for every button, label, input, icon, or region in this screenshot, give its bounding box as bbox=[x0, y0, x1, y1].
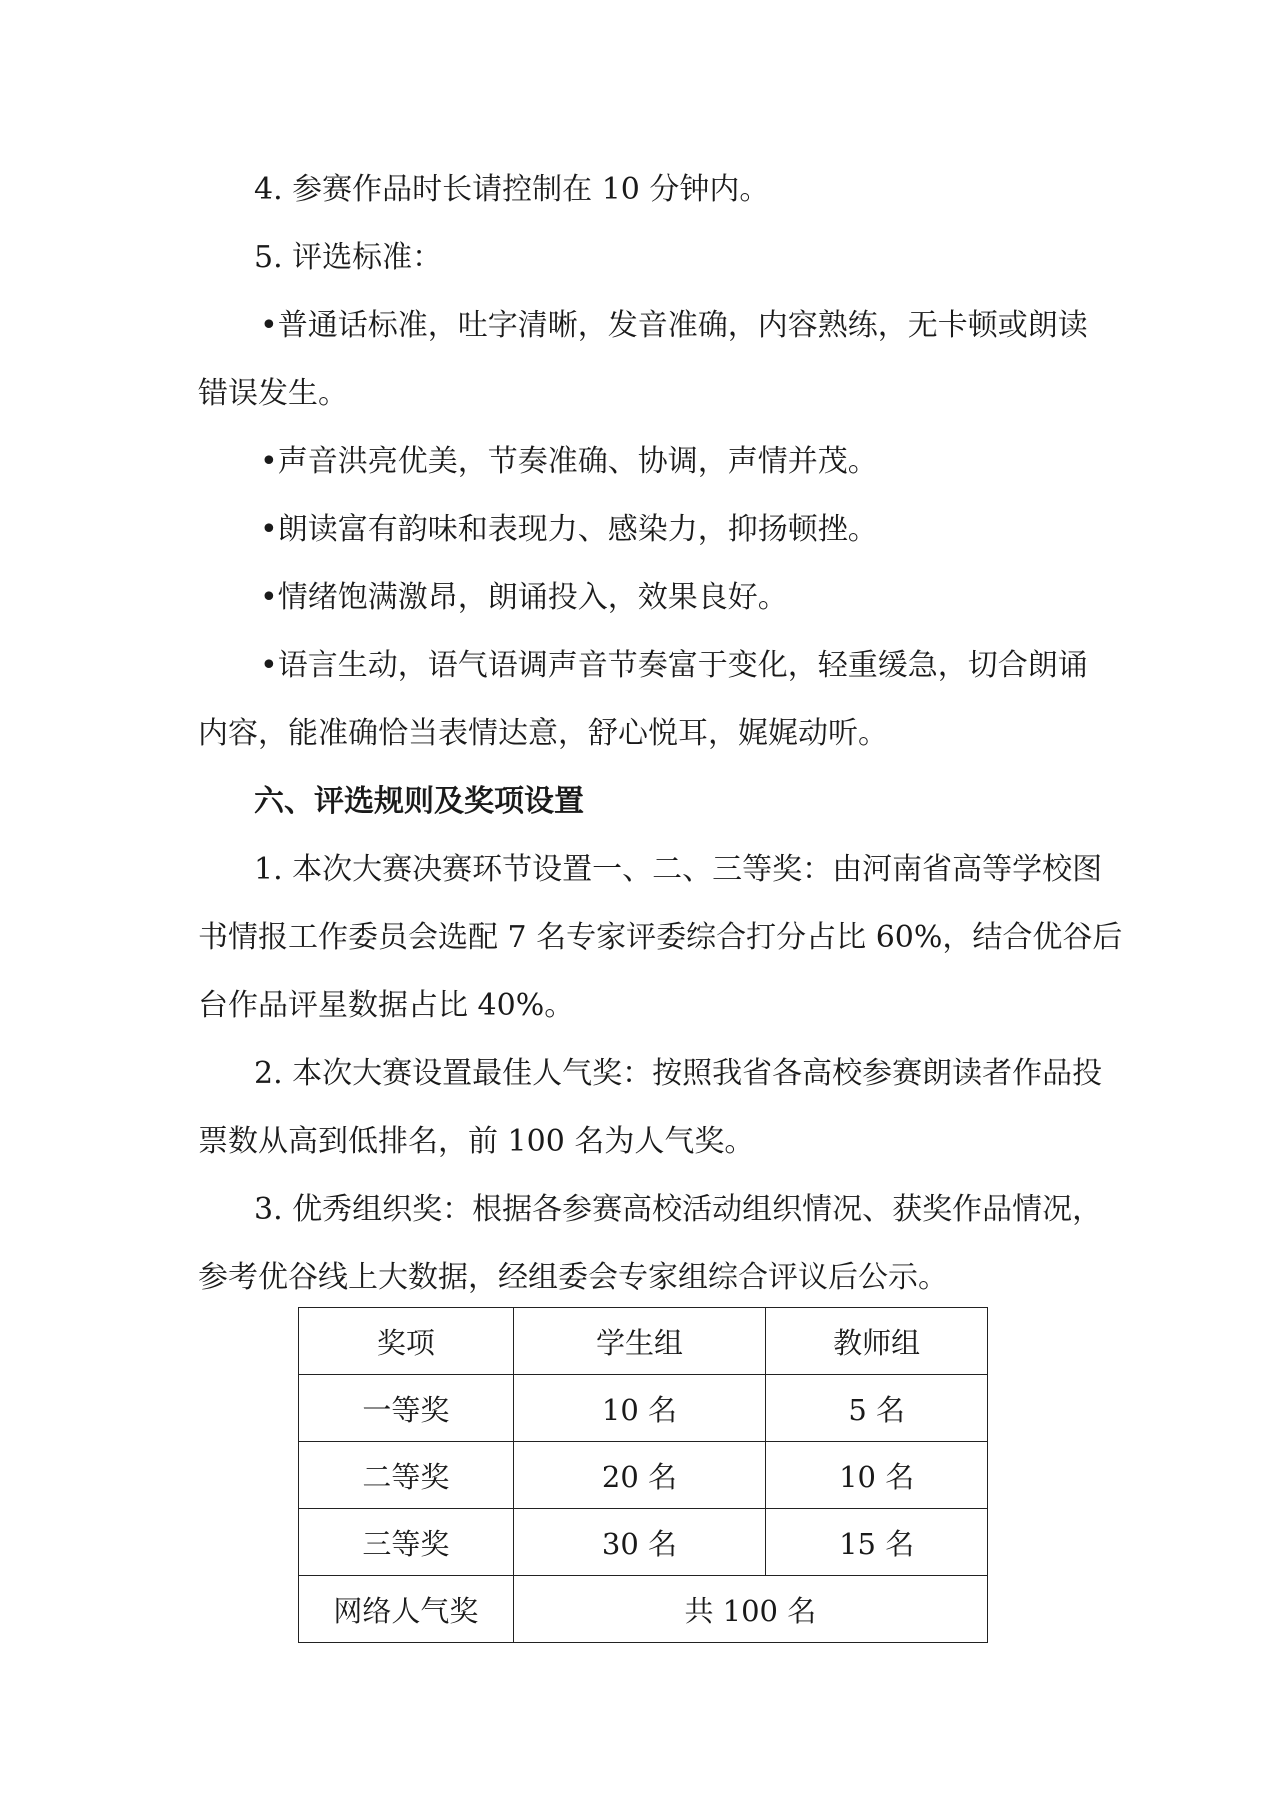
rule-3-line-2: 参考优谷线上大数据，经组委会专家组综合评议后公示。 bbox=[198, 1260, 948, 1295]
paragraph-criteria-title: 5. 评选标准： bbox=[254, 240, 443, 275]
header-student-group: 学生组 bbox=[513, 1308, 766, 1375]
student-count: 10 名 bbox=[513, 1375, 766, 1442]
awards-table bbox=[298, 1307, 988, 1643]
student-count: 30 名 bbox=[513, 1509, 766, 1576]
header-award: 奖项 bbox=[299, 1308, 514, 1375]
criteria-item-1: •普通话标准，吐字清晰，发音准确，内容熟练，无卡顿或朗读 bbox=[260, 308, 1088, 343]
criteria-item-2: •声音洪亮优美，节奏准确、协调，声情并茂。 bbox=[260, 444, 878, 479]
criteria-item-5: •语言生动，语气语调声音节奏富于变化，轻重缓急，切合朗诵 bbox=[260, 648, 1088, 683]
teacher-count: 5 名 bbox=[766, 1375, 988, 1442]
criteria-item-5-continued: 内容，能准确恰当表情达意，舒心悦耳，娓娓动听。 bbox=[198, 716, 888, 751]
student-count: 20 名 bbox=[513, 1442, 766, 1509]
rule-2-line-1: 2. 本次大赛设置最佳人气奖：按照我省各高校参赛朗读者作品投 bbox=[254, 1056, 1103, 1091]
table-row bbox=[299, 1442, 988, 1509]
award-name: 三等奖 bbox=[299, 1509, 514, 1576]
award-name: 二等奖 bbox=[299, 1442, 514, 1509]
teacher-count: 15 名 bbox=[766, 1509, 988, 1576]
criteria-item-3: •朗读富有韵味和表现力、感染力，抑扬顿挫。 bbox=[260, 512, 878, 547]
rule-1-line-1: 1. 本次大赛决赛环节设置一、二、三等奖：由河南省高等学校图 bbox=[254, 852, 1103, 887]
table-row bbox=[299, 1509, 988, 1576]
rule-3-line-1: 3. 优秀组织奖：根据各参赛高校活动组织情况、获奖作品情况， bbox=[254, 1192, 1103, 1227]
teacher-count: 10 名 bbox=[766, 1442, 988, 1509]
rule-1-line-2: 书情报工作委员会选配 7 名专家评委综合打分占比 60%，结合优谷后 bbox=[198, 920, 1123, 955]
section-heading-rules: 六、评选规则及奖项设置 bbox=[254, 784, 584, 819]
criteria-item-1-continued: 错误发生。 bbox=[198, 376, 348, 411]
paragraph-duration: 4. 参赛作品时长请控制在 10 分钟内。 bbox=[254, 172, 770, 207]
table-row-popularity bbox=[299, 1576, 988, 1643]
rule-1-line-3: 台作品评星数据占比 40%。 bbox=[198, 988, 575, 1023]
popularity-total: 共 100 名 bbox=[513, 1576, 987, 1643]
table-row bbox=[299, 1375, 988, 1442]
award-name: 网络人气奖 bbox=[299, 1576, 514, 1643]
table-header-row bbox=[299, 1308, 988, 1375]
rule-2-line-2: 票数从高到低排名，前 100 名为人气奖。 bbox=[198, 1124, 755, 1159]
criteria-item-4: •情绪饱满激昂，朗诵投入，效果良好。 bbox=[260, 580, 788, 615]
award-name: 一等奖 bbox=[299, 1375, 514, 1442]
header-teacher-group: 教师组 bbox=[766, 1308, 988, 1375]
